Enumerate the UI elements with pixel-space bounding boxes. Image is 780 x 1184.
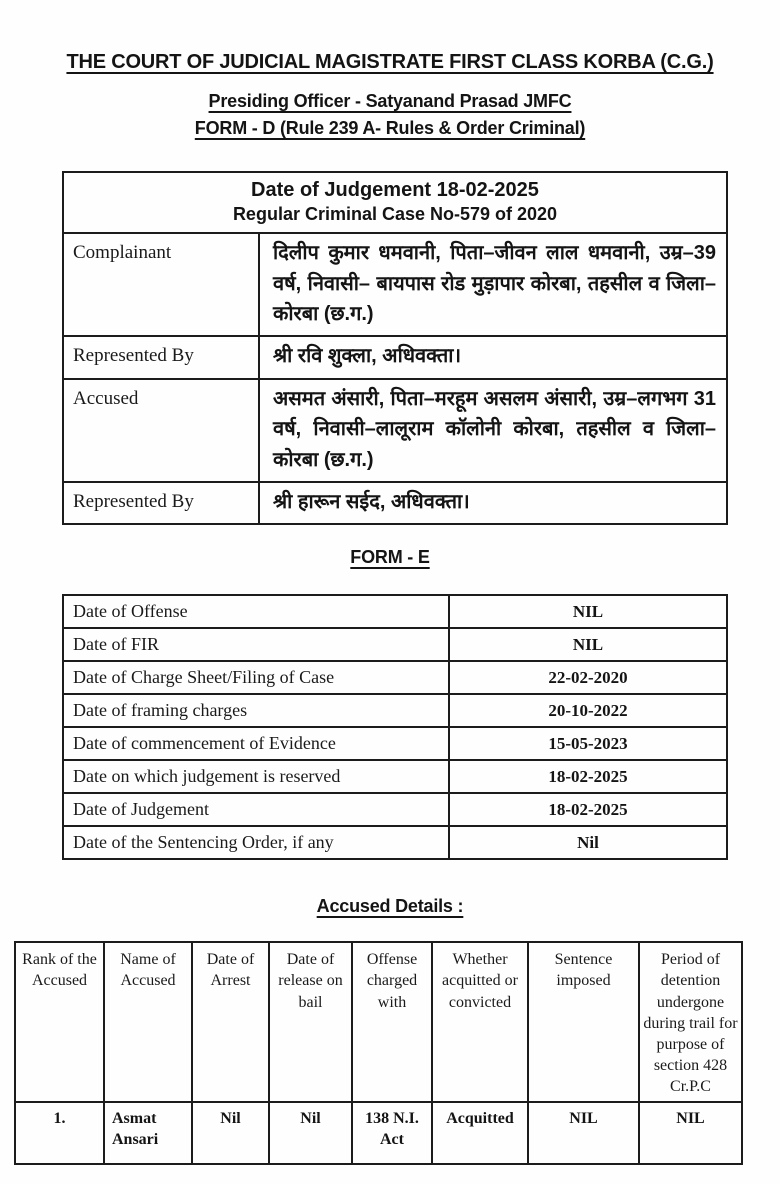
accused-offense-cell: 138 N.I. Act xyxy=(352,1102,432,1164)
date-sentencing-order-label: Date of the Sentencing Order, if any xyxy=(63,826,449,859)
date-of-framing-charges-value: 20-10-2022 xyxy=(449,694,727,727)
col-date-of-release: Date of release on bail xyxy=(269,942,352,1102)
accused-value: असमत अंसारी, पिता–मरहूम असलम अंसारी, उम्र–लगभग 31 वर्ष, निवासी–लालूराम कॉलोनी कोरबा, तहसील व जिला–कोरबा (छ.ग.) xyxy=(259,379,727,482)
date-sentencing-order-value: Nil xyxy=(449,826,727,859)
accused-sentence-cell: NIL xyxy=(528,1102,639,1164)
col-sentence-imposed: Sentence imposed xyxy=(528,942,639,1102)
col-date-of-arrest: Date of Arrest xyxy=(192,942,269,1102)
date-of-fir-label: Date of FIR xyxy=(63,628,449,661)
table-row xyxy=(63,760,727,793)
table-row xyxy=(63,793,727,826)
col-acquitted-convicted: Whether acquitted or convicted xyxy=(432,942,528,1102)
date-of-evidence-label: Date of commencement of Evidence xyxy=(63,727,449,760)
accused-name-cell: Asmat Ansari xyxy=(104,1102,192,1164)
complainant-represented-by-label: Represented By xyxy=(63,336,259,378)
complainant-value: दिलीप कुमार धमवानी, पिता–जीवन लाल धमवानी, उम्र–39 वर्ष, निवासी– बायपास रोड मुड़ापार कोरबा, तहसील व जिला–कोरबा (छ.ग.) xyxy=(259,233,727,336)
date-judgement-reserved-label: Date on which judgement is reserved xyxy=(63,760,449,793)
accused-release-cell: Nil xyxy=(269,1102,352,1164)
form-d-line: FORM - D (Rule 239 A- Rules & Order Criminal) xyxy=(194,118,586,139)
date-of-framing-charges-label: Date of framing charges xyxy=(63,694,449,727)
date-judgement-reserved-value: 18-02-2025 xyxy=(449,760,727,793)
accused-advocate-value: श्री हारून सईद, अधिवक्ता। xyxy=(259,482,727,524)
complainant-label: Complainant xyxy=(63,233,259,336)
date-of-offense-value: NIL xyxy=(449,595,727,628)
accused-represented-by-label: Represented By xyxy=(63,482,259,524)
accused-arrest-cell: Nil xyxy=(192,1102,269,1164)
complainant-advocate-value: श्री रवि शुक्ला, अधिवक्ता। xyxy=(259,336,727,378)
form-e-heading: FORM - E xyxy=(350,547,430,568)
accused-details-table xyxy=(14,941,743,1165)
accused-verdict-cell: Acquitted xyxy=(432,1102,528,1164)
table-row xyxy=(63,233,727,336)
accused-label: Accused xyxy=(63,379,259,482)
accused-row xyxy=(15,1102,742,1164)
document-header xyxy=(0,0,780,141)
case-number-line: Regular Criminal Case No-579 of 2020 xyxy=(232,203,558,224)
table-row xyxy=(63,482,727,524)
date-of-charge-sheet-value: 22-02-2020 xyxy=(449,661,727,694)
table-row xyxy=(63,727,727,760)
court-title: THE COURT OF JUDICIAL MAGISTRATE FIRST CLASS KORBA (C.G.) xyxy=(66,51,714,73)
date-of-charge-sheet-label: Date of Charge Sheet/Filing of Case xyxy=(63,661,449,694)
col-detention-period: Period of detention undergone during trail for purpose of section 428 Cr.P.C xyxy=(639,942,742,1102)
case-table xyxy=(62,171,728,526)
form-e-table xyxy=(62,594,728,860)
table-row xyxy=(63,336,727,378)
date-of-judgement-line: Date of Judgement 18-02-2025 xyxy=(251,178,539,201)
table-row xyxy=(63,595,727,628)
date-of-judgement-value: 18-02-2025 xyxy=(449,793,727,826)
accused-detention-cell: NIL xyxy=(639,1102,742,1164)
col-offense-charged: Offense charged with xyxy=(352,942,432,1102)
accused-details-heading: Accused Details : xyxy=(316,896,464,917)
date-of-fir-value: NIL xyxy=(449,628,727,661)
col-rank-of-accused: Rank of the Accused xyxy=(15,942,104,1102)
table-row xyxy=(63,694,727,727)
date-of-evidence-value: 15-05-2023 xyxy=(449,727,727,760)
date-of-judgement-label: Date of Judgement xyxy=(63,793,449,826)
table-row xyxy=(63,379,727,482)
table-row xyxy=(63,628,727,661)
table-header-row xyxy=(15,942,742,1102)
accused-rank-cell: 1. xyxy=(15,1102,104,1164)
presiding-officer-line: Presiding Officer - Satyanand Prasad JMFC xyxy=(208,91,572,111)
date-of-offense-label: Date of Offense xyxy=(63,595,449,628)
col-name-of-accused: Name of Accused xyxy=(104,942,192,1102)
table-row xyxy=(63,826,727,859)
case-table-header xyxy=(63,172,727,233)
table-row xyxy=(63,661,727,694)
